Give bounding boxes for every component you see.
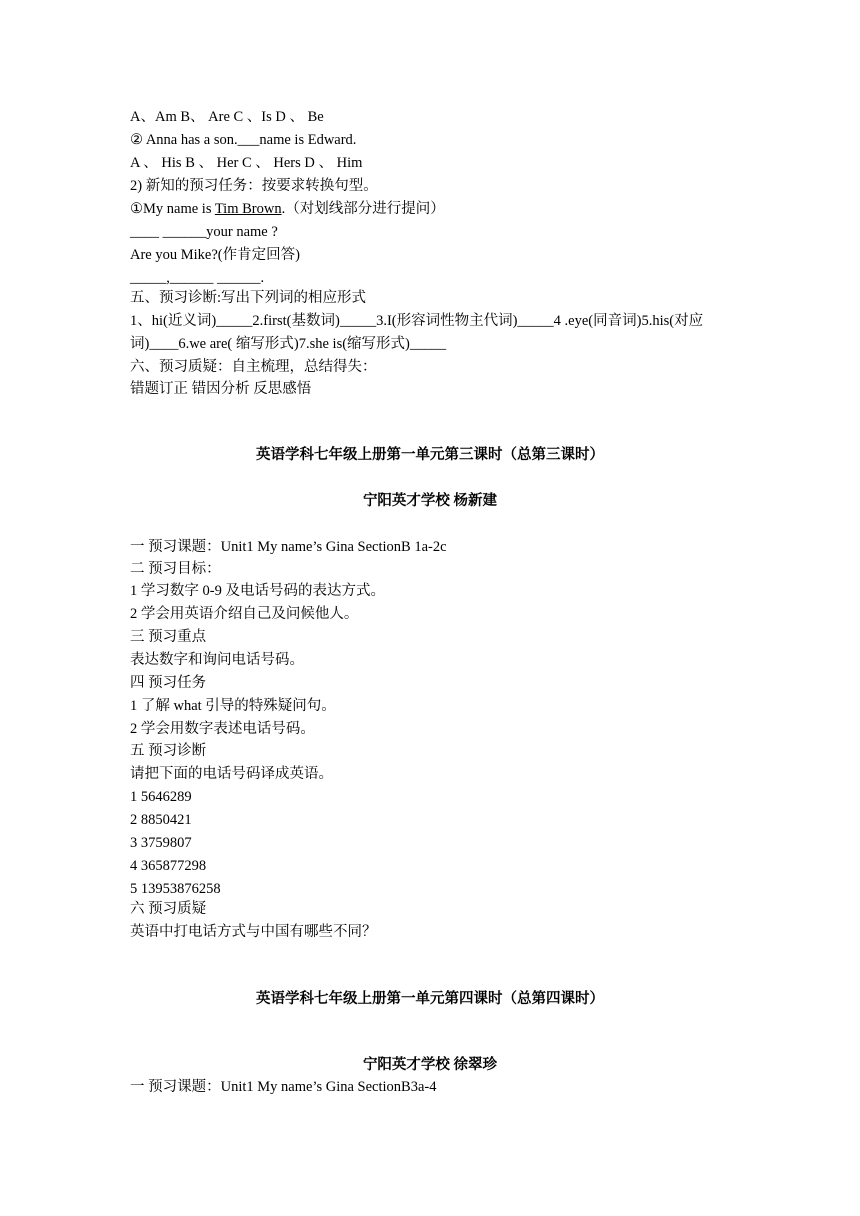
lesson3-query-heading: 六 预习质疑 bbox=[130, 901, 207, 917]
lesson3-focus-heading: 三 预习重点 bbox=[130, 629, 207, 645]
options-line-1: A、Am B、 Are C 、Is D 、 Be bbox=[130, 109, 324, 125]
transform-question-2: Are you Mike?(作肯定回答) bbox=[130, 247, 300, 263]
lesson3-tasks-heading: 四 预习任务 bbox=[130, 675, 207, 691]
question-2: ② Anna has a son.___name is Edward. bbox=[130, 132, 357, 148]
lesson3-task-1: 1 了解 what 引导的特殊疑问句。 bbox=[130, 698, 336, 714]
lesson3-query-text: 英语中打电话方式与中国有哪些不同？ bbox=[130, 924, 377, 940]
lesson3-focus-text: 表达数字和询问电话号码。 bbox=[130, 652, 304, 668]
lesson3-diagnosis-heading: 五 预习诊断 bbox=[130, 743, 207, 759]
diagnosis-line-2: 词)____6.we are( 缩写形式)7.she is(缩写形式)_____ bbox=[130, 336, 447, 352]
question-2-answer: _____,______ ______. bbox=[130, 270, 265, 286]
phone-number-3: 3 3759807 bbox=[130, 835, 192, 851]
phone-number-1: 1 5646289 bbox=[130, 789, 192, 805]
task-heading: 2) 新知的预习任务：按要求转换句型。 bbox=[130, 178, 378, 194]
lesson3-goal-1: 1 学习数字 0-9 及电话号码的表达方式。 bbox=[130, 583, 385, 599]
lesson3-task-2: 2 学会用数字表述电话号码。 bbox=[130, 721, 315, 737]
lesson3-author: 宁阳英才学校 杨新建 bbox=[362, 493, 498, 509]
lesson3-title: 英语学科七年级上册第一单元第三课时（总第三课时） bbox=[256, 447, 604, 463]
question-1-prefix: ①My name is bbox=[130, 201, 215, 217]
lesson3-goal-2: 2 学会用英语介绍自己及问候他人。 bbox=[130, 606, 359, 622]
lesson4-title: 英语学科七年级上册第一单元第四课时（总第四课时） bbox=[256, 991, 604, 1007]
query-columns: 错题订正 错因分析 反思感悟 bbox=[130, 381, 312, 397]
lesson3-diagnosis-instruction: 请把下面的电话号码译成英语。 bbox=[130, 766, 333, 782]
lesson3-topic: 一 预习课题：Unit1 My name’s Gina SectionB 1a-2c bbox=[130, 539, 447, 555]
phone-number-4: 4 365877298 bbox=[130, 858, 207, 874]
diagnosis-line-1: 1、hi(近义词)_____2.first(基数词)_____3.I(形容词性物主代词)_____4 .eye(同音词)5.his(对应 bbox=[130, 313, 704, 329]
lesson4-topic: 一 预习课题：Unit1 My name’s Gina SectionB3a-4 bbox=[130, 1079, 437, 1095]
diagnosis-heading: 五、预习诊断:写出下列词的相应形式 bbox=[130, 290, 367, 306]
options-line-2: A 、 His B 、 Her C 、 Hers D 、 Him bbox=[130, 155, 363, 171]
transform-question-1 bbox=[130, 199, 445, 219]
lesson4-author: 宁阳英才学校 徐翠珍 bbox=[362, 1057, 498, 1073]
question-1-answer: ____ ______your name ? bbox=[130, 224, 278, 240]
underlined-name: Tim Brown bbox=[214, 201, 282, 217]
lesson3-goals-heading: 二 预习目标： bbox=[130, 561, 221, 577]
phone-number-5: 5 13953876258 bbox=[130, 881, 221, 897]
query-heading: 六、预习质疑：自主梳理，总结得失： bbox=[130, 359, 377, 375]
phone-number-2: 2 8850421 bbox=[130, 812, 192, 828]
question-1-suffix: .（对划线部分进行提问） bbox=[281, 201, 445, 217]
